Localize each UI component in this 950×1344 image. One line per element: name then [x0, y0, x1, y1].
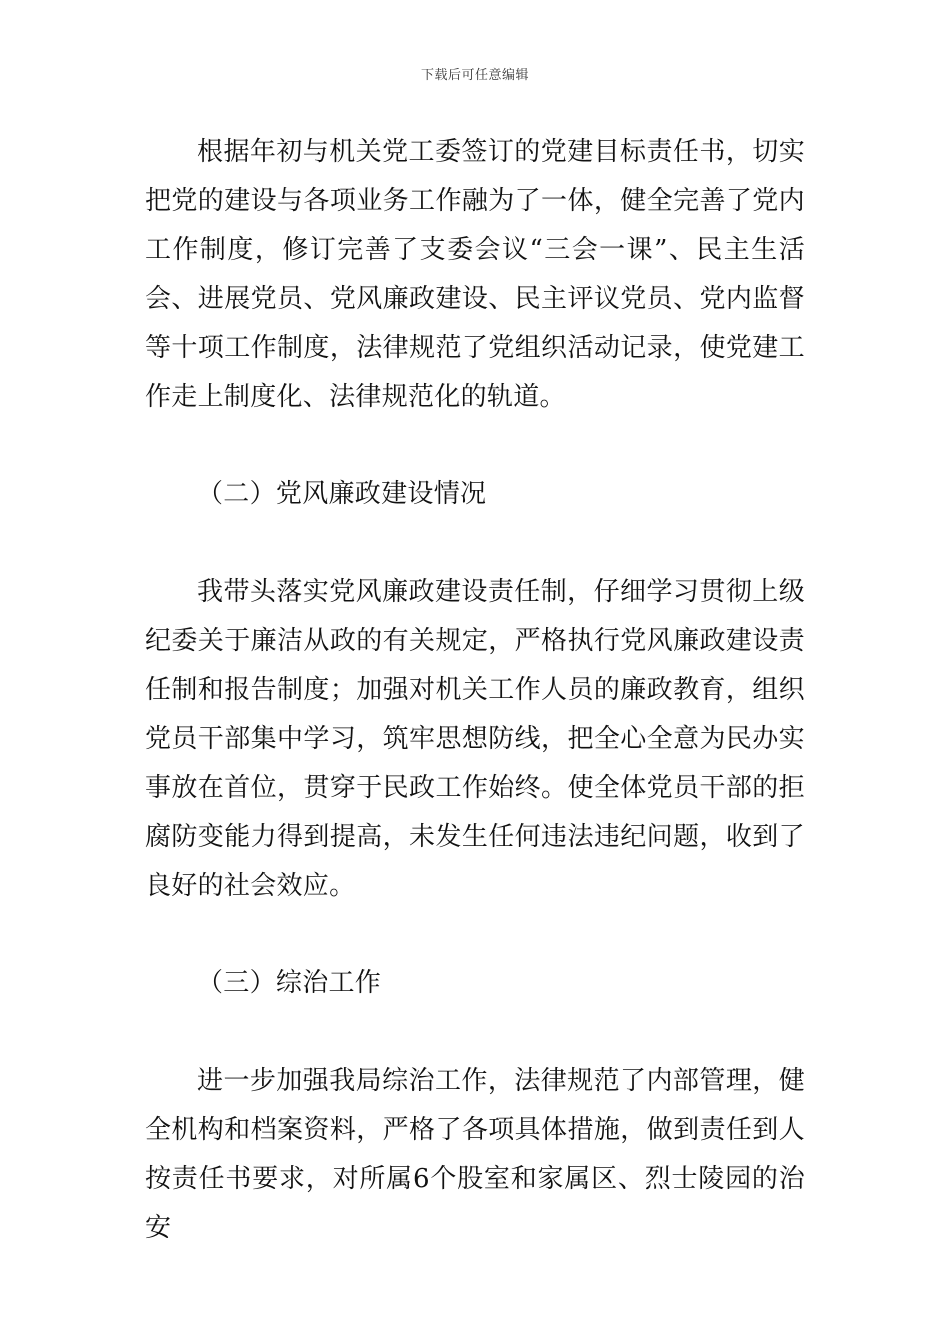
- spacer: [145, 1008, 805, 1057]
- spacer: [145, 911, 805, 959]
- page-header-note: 下载后可任意编辑: [420, 68, 529, 83]
- section-heading-integrity: （二）党风廉政建设情况: [197, 479, 487, 509]
- spacer: [145, 422, 805, 470]
- document-body: [145, 128, 805, 1253]
- section-heading-public-order: （三）综治工作: [197, 968, 382, 998]
- paragraph-public-order: 进一步加强我局综治工作，法律规范了内部管理，健全机构和档案资料，严格了各项具体措施，做到责任到人按责任书要求，对所属6个股室和家属区、烈士陵园的治安: [145, 1066, 805, 1243]
- spacer: [145, 519, 805, 568]
- paragraph-integrity: 我带头落实党风廉政建设责任制，仔细学习贯彻上级纪委关于廉洁从政的有关规定，严格执行党风廉政建设责任制和报告制度；加强对机关工作人员的廉政教育，组织党员干部集中学习，筑牢思想防线，把全心全意为民办实事放在首位，贯穿于民政工作始终。使全体党员干部的拒腐防变能力得到提高，未发生任何违法违纪问题，收到了良好的社会效应。: [145, 577, 805, 901]
- paragraph-party-building: 根据年初与机关党工委签订的党建目标责任书，切实把党的建设与各项业务工作融为了一体，健全完善了党内工作制度，修订完善了支委会议“三会一课”、民主生活会、进展党员、党风廉政建设、民主评议党员、党内监督等十项工作制度，法律规范了党组织活动记录，使党建工作走上制度化、法律规范化的轨道。: [145, 137, 805, 412]
